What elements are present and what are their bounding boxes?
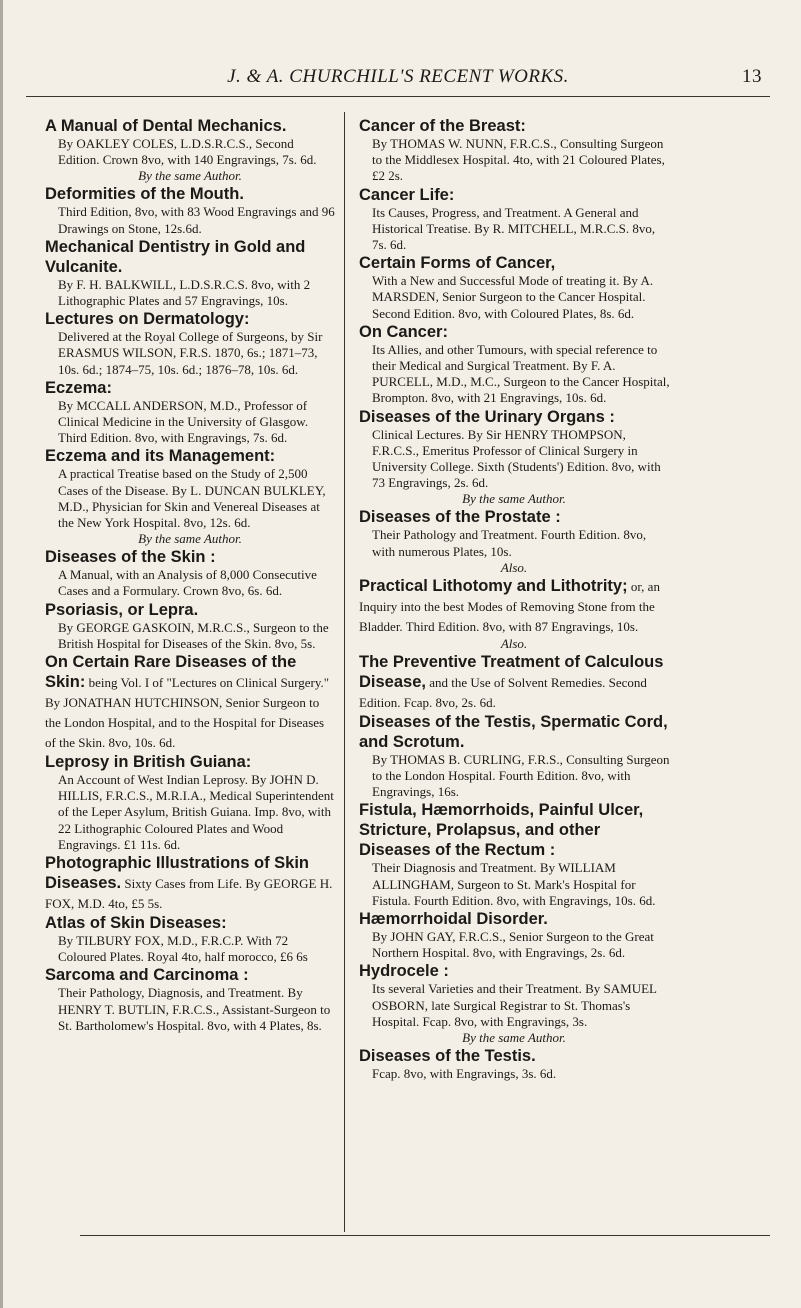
footer-rule [80,1235,770,1236]
entry-description: Its Allies, and other Tumours, with special reference to their Medical and Surgical Treatment. By F. A. PURCELL, M.D., M.C., Surgeon to the Cancer Hospital, Brompton. 8vo, with 21 Engravings, 10s. 6d. [372,341,670,406]
left-column [44,116,336,1034]
entry-title: The Preventive Treatment of Calculous Disease, [359,652,664,691]
entry-title: Eczema: [45,378,112,397]
entry-heading-line [44,184,336,204]
entry-description: With a New and Successful Mode of treating it. By A. MARSDEN, Senior Surgeon to the Cancer Hospital. Second Edition. 8vo, with Coloured Plates, 8s. 6d. [372,273,654,321]
entry-description: Delivered at the Royal College of Surgeons, by Sir ERASMUS WILSON, F.R.S. 1870, 6s.; 1871–73, 10s. 6d.; 1874–75, 10s. 6d.; 1876–78, 10s. 6d. [58,329,323,377]
same-author-note: By the same Author. [462,1030,566,1046]
entry-title: Lectures on Dermatology: [45,310,250,329]
entry-description: By TILBURY FOX, M.D., F.R.C.P. With 72 Coloured Plates. Royal 4to, half morocco, £6 6s [58,933,308,965]
entry-title: Atlas of Skin Diseases: [45,914,227,933]
entry-description: or, an Inquiry into the best Modes of Removing Stone from the Bladder. Third Edition. 8vo, with 87 Engravings, 10s. [359,578,660,634]
entry-title: Diseases of the Prostate : [359,508,561,527]
entry-description: By JOHN GAY, F.R.C.S., Senior Surgeon to the Great Northern Hospital. 8vo, with Engravings, 2s. 6d. [372,929,654,961]
page-edge-shadow [0,0,3,1308]
entry-description-block [358,205,670,254]
entry-heading-line [358,253,670,273]
entry-description: Sixty Cases from Life. By GEORGE H. FOX, M.D. 4to, £5 5s. [45,876,333,912]
catalogue-entry [358,253,670,322]
entry-title: Sarcoma and Carcinoma : [45,966,249,985]
entry-heading-line [44,752,336,772]
entry-heading-line [44,965,336,985]
entry-heading-line [358,652,670,712]
catalogue-entry [44,547,336,599]
entry-description-block [358,752,670,801]
entry-heading-line [358,800,670,860]
entry-title: Certain Forms of Cancer, [359,254,556,273]
page-number: 13 [742,66,762,87]
entry-description: Clinical Lectures. By Sir HENRY THOMPSON, F.R.C.S., Emeritus Professor of Clinical Surgery in University College. Sixth (Students') Edition. 8vo, with 73 Engravings, 2s. 6d. [372,426,661,491]
entry-description-block [44,277,336,309]
entry-description-block [358,342,670,407]
entry-description-block [44,398,336,447]
entry-title: Psoriasis, or Lepra. [45,600,199,619]
entry-heading-line [44,378,336,398]
entry-description: A Manual, with an Analysis of 8,000 Consecutive Cases and a Formulary. Crown 8vo, 6s. 6d. [58,567,317,599]
catalogue-entry [358,116,670,185]
entry-title: Cancer of the Breast: [359,117,526,135]
entry-description-block [44,466,336,531]
entry-heading-line [358,507,670,527]
entry-title: On Cancer: [359,322,448,341]
entry-title: A Manual of Dental Mechanics. [45,117,287,135]
entry-description: Third Edition, 8vo, with 83 Wood Engravings and 96 Drawings on Stone, 12s.6d. [58,204,335,236]
same-author-note: By the same Author. [138,531,242,547]
entry-heading-line [358,712,670,752]
entry-description: and the Use of Solvent Remedies. Second Edition. Fcap. 8vo, 2s. 6d. [359,674,647,710]
catalogue-entry [358,322,670,407]
entry-title: Diseases of the Testis. [359,1047,536,1066]
entry-title: Eczema and its Management: [45,447,276,466]
entry-description: Fcap. 8vo, with Engravings, 3s. 6d. [372,1066,557,1082]
entry-description-block [44,567,336,599]
entry-description: Its Causes, Progress, and Treatment. A General and Historical Treatise. By R. MITCHELL, M.R.C.S. 8vo, 7s. 6d. [372,204,656,253]
entry-heading-line [44,446,336,466]
entry-title: On Certain Rare Diseases of the Skin: [45,653,297,692]
entry-title: Hydrocele : [359,962,449,981]
catalogue-entry [358,712,670,801]
entry-title: Photographic Illustrations of Skin Diseases. [45,854,310,893]
entry-description-block [358,981,670,1030]
catalogue-entry [44,652,336,752]
entry-description-block [44,620,336,652]
entry-description-block [358,929,670,961]
entry-description-block [358,1066,670,1082]
entry-title: Hæmorrhoidal Disorder. [359,910,548,929]
catalogue-entry [44,965,336,1034]
catalogue-entry [358,1046,670,1082]
entry-heading-line [44,309,336,329]
entry-description-block [44,772,336,853]
entry-heading-line [44,116,336,136]
entry-description: Their Diagnosis and Treatment. By WILLIAM ALLINGHAM, Surgeon to St. Mark's Hospital for Fistula. Fourth Edition. 8vo, with Engravings, 10s. 6d. [372,860,656,908]
catalogue-entry [44,600,336,652]
column-divider [344,112,345,1232]
entry-title: Cancer Life: [359,185,455,204]
entry-heading-line [44,853,336,913]
entry-title: Diseases of the Testis, Spermatic Cord, and Scrotum. [359,712,668,751]
entry-heading-line [44,237,336,277]
entry-title: Fistula, Hæmorrhoids, Painful Ulcer, Stricture, Prolapsus, and other Diseases of the Rectum : [359,801,644,860]
catalogue-entry [358,800,670,909]
entry-description-block [44,985,336,1034]
catalogue-entry [358,507,670,575]
same-author-note: Also. [500,559,528,575]
catalogue-entry [44,116,336,184]
entry-description: An Account of West Indian Leprosy. By JOHN D. HILLIS, F.R.C.S., M.R.I.A., Medical Superintendent of the Leper Asylum, British Guiana. Imp. 8vo, with 22 Lithographic Coloured Plates and Wood Engravings. £1 11s. 6d. [58,772,334,852]
catalogue-entry [358,909,670,961]
entry-heading-line [358,116,670,136]
entry-description: By F. H. BALKWILL, L.D.S.R.C.S. 8vo, with 2 Lithographic Plates and 57 Engravings, 10s. [58,276,311,309]
catalogue-entry [358,961,670,1046]
entry-description-block [358,527,670,559]
entry-description-block [358,427,670,492]
catalogue-entry [44,184,336,236]
entry-description-wrap [45,675,329,750]
entry-heading-line [358,576,670,636]
entry-heading-line [358,909,670,929]
catalogue-entry [358,185,670,254]
right-column [358,116,670,1082]
entry-description-block [44,204,336,236]
same-author-note: Also. [500,635,528,651]
entry-heading-line [358,185,670,205]
entry-description: By THOMAS B. CURLING, F.R.S., Consulting Surgeon to the London Hospital. Fourth Edition. 8vo, with Engravings, 16s. [372,751,670,800]
entry-title: Mechanical Dentistry in Gold and Vulcanite. [45,237,306,276]
entry-heading-line [358,961,670,981]
entry-heading-line [44,913,336,933]
entry-description: By THOMAS W. NUNN, F.R.C.S., Consulting Surgeon to the Middlesex Hospital. 4to, with 21 Coloured Plates, £2 2s. [372,136,665,184]
entry-description: Its several Varieties and their Treatment. By SAMUEL OSBORN, late Surgical Registrar to St. Thomas's Hospital. Fcap. 8vo, with Engravings, 3s. [372,981,657,1029]
entry-description-block [358,860,670,909]
entry-description-block [44,933,336,965]
entry-description-block [358,136,670,185]
entry-title: Diseases of the Skin : [45,548,216,567]
catalogue-entry [44,853,336,913]
entry-title: Deformities of the Mouth. [45,185,244,204]
entry-description-block [44,329,336,378]
entry-heading-line [358,407,670,427]
entry-description: By OAKLEY COLES, L.D.S.R.C.S., Second Edition. Crown 8vo, with 140 Engravings, 7s. 6d. [58,136,317,168]
entry-description: By MCCALL ANDERSON, M.D., Professor of Clinical Medicine in the University of Glasgow. Third Edition. 8vo, with Engravings, 7s. 6d. [58,397,309,446]
entry-description-block [358,273,670,322]
entry-title: Leprosy in British Guiana: [45,753,252,772]
catalogue-entry [44,378,336,447]
entry-description: being Vol. I of "Lectures on Clinical Surgery." By JONATHAN HUTCHINSON, Senior Surgeon to the London Hospital, and to the Hospital for Diseases of the Skin. 8vo, 10s. 6d. [45,675,330,751]
entry-description: A practical Treatise based on the Study of 2,500 Cases of the Disease. By L. DUNCAN BULKLEY, M.D., Physician for Skin and Venereal Diseases at the New York Hospital. 8vo, 12s. 6d. [58,466,326,531]
entry-heading-line [358,1046,670,1066]
catalogue-entry [44,913,336,965]
catalogue-entry [358,407,670,508]
catalogue-entry [358,576,670,652]
same-author-note: By the same Author. [462,491,566,507]
running-title: J. & A. CHURCHILL'S RECENT WORKS. [227,66,569,87]
entry-heading-line [44,652,336,752]
same-author-note: By the same Author. [138,168,242,184]
header-rule [26,96,770,97]
catalogue-entry [44,752,336,853]
catalogue-entry [44,446,336,547]
entry-heading-line [44,600,336,620]
entry-heading-line [358,322,670,342]
entry-description: Their Pathology and Treatment. Fourth Edition. 8vo, with numerous Plates, 10s. [372,527,647,559]
entry-heading-line [44,547,336,567]
entry-title: Practical Lithotomy and Lithotrity; [359,576,628,595]
entry-description-block [44,136,336,168]
entry-description: By GEORGE GASKOIN, M.R.C.S., Surgeon to the British Hospital for Diseases of the Skin. 8vo, 5s. [58,619,329,651]
catalogue-entry [44,309,336,378]
entry-description: Their Pathology, Diagnosis, and Treatment. By HENRY T. BUTLIN, F.R.C.S., Assistant-Surgeon to St. Bartholomew's Hospital. 8vo, with 4 Plates, 8s. [58,985,331,1033]
entry-title: Diseases of the Urinary Organs : [359,407,615,426]
catalogue-entry [358,652,670,712]
catalogue-entry [44,237,336,309]
